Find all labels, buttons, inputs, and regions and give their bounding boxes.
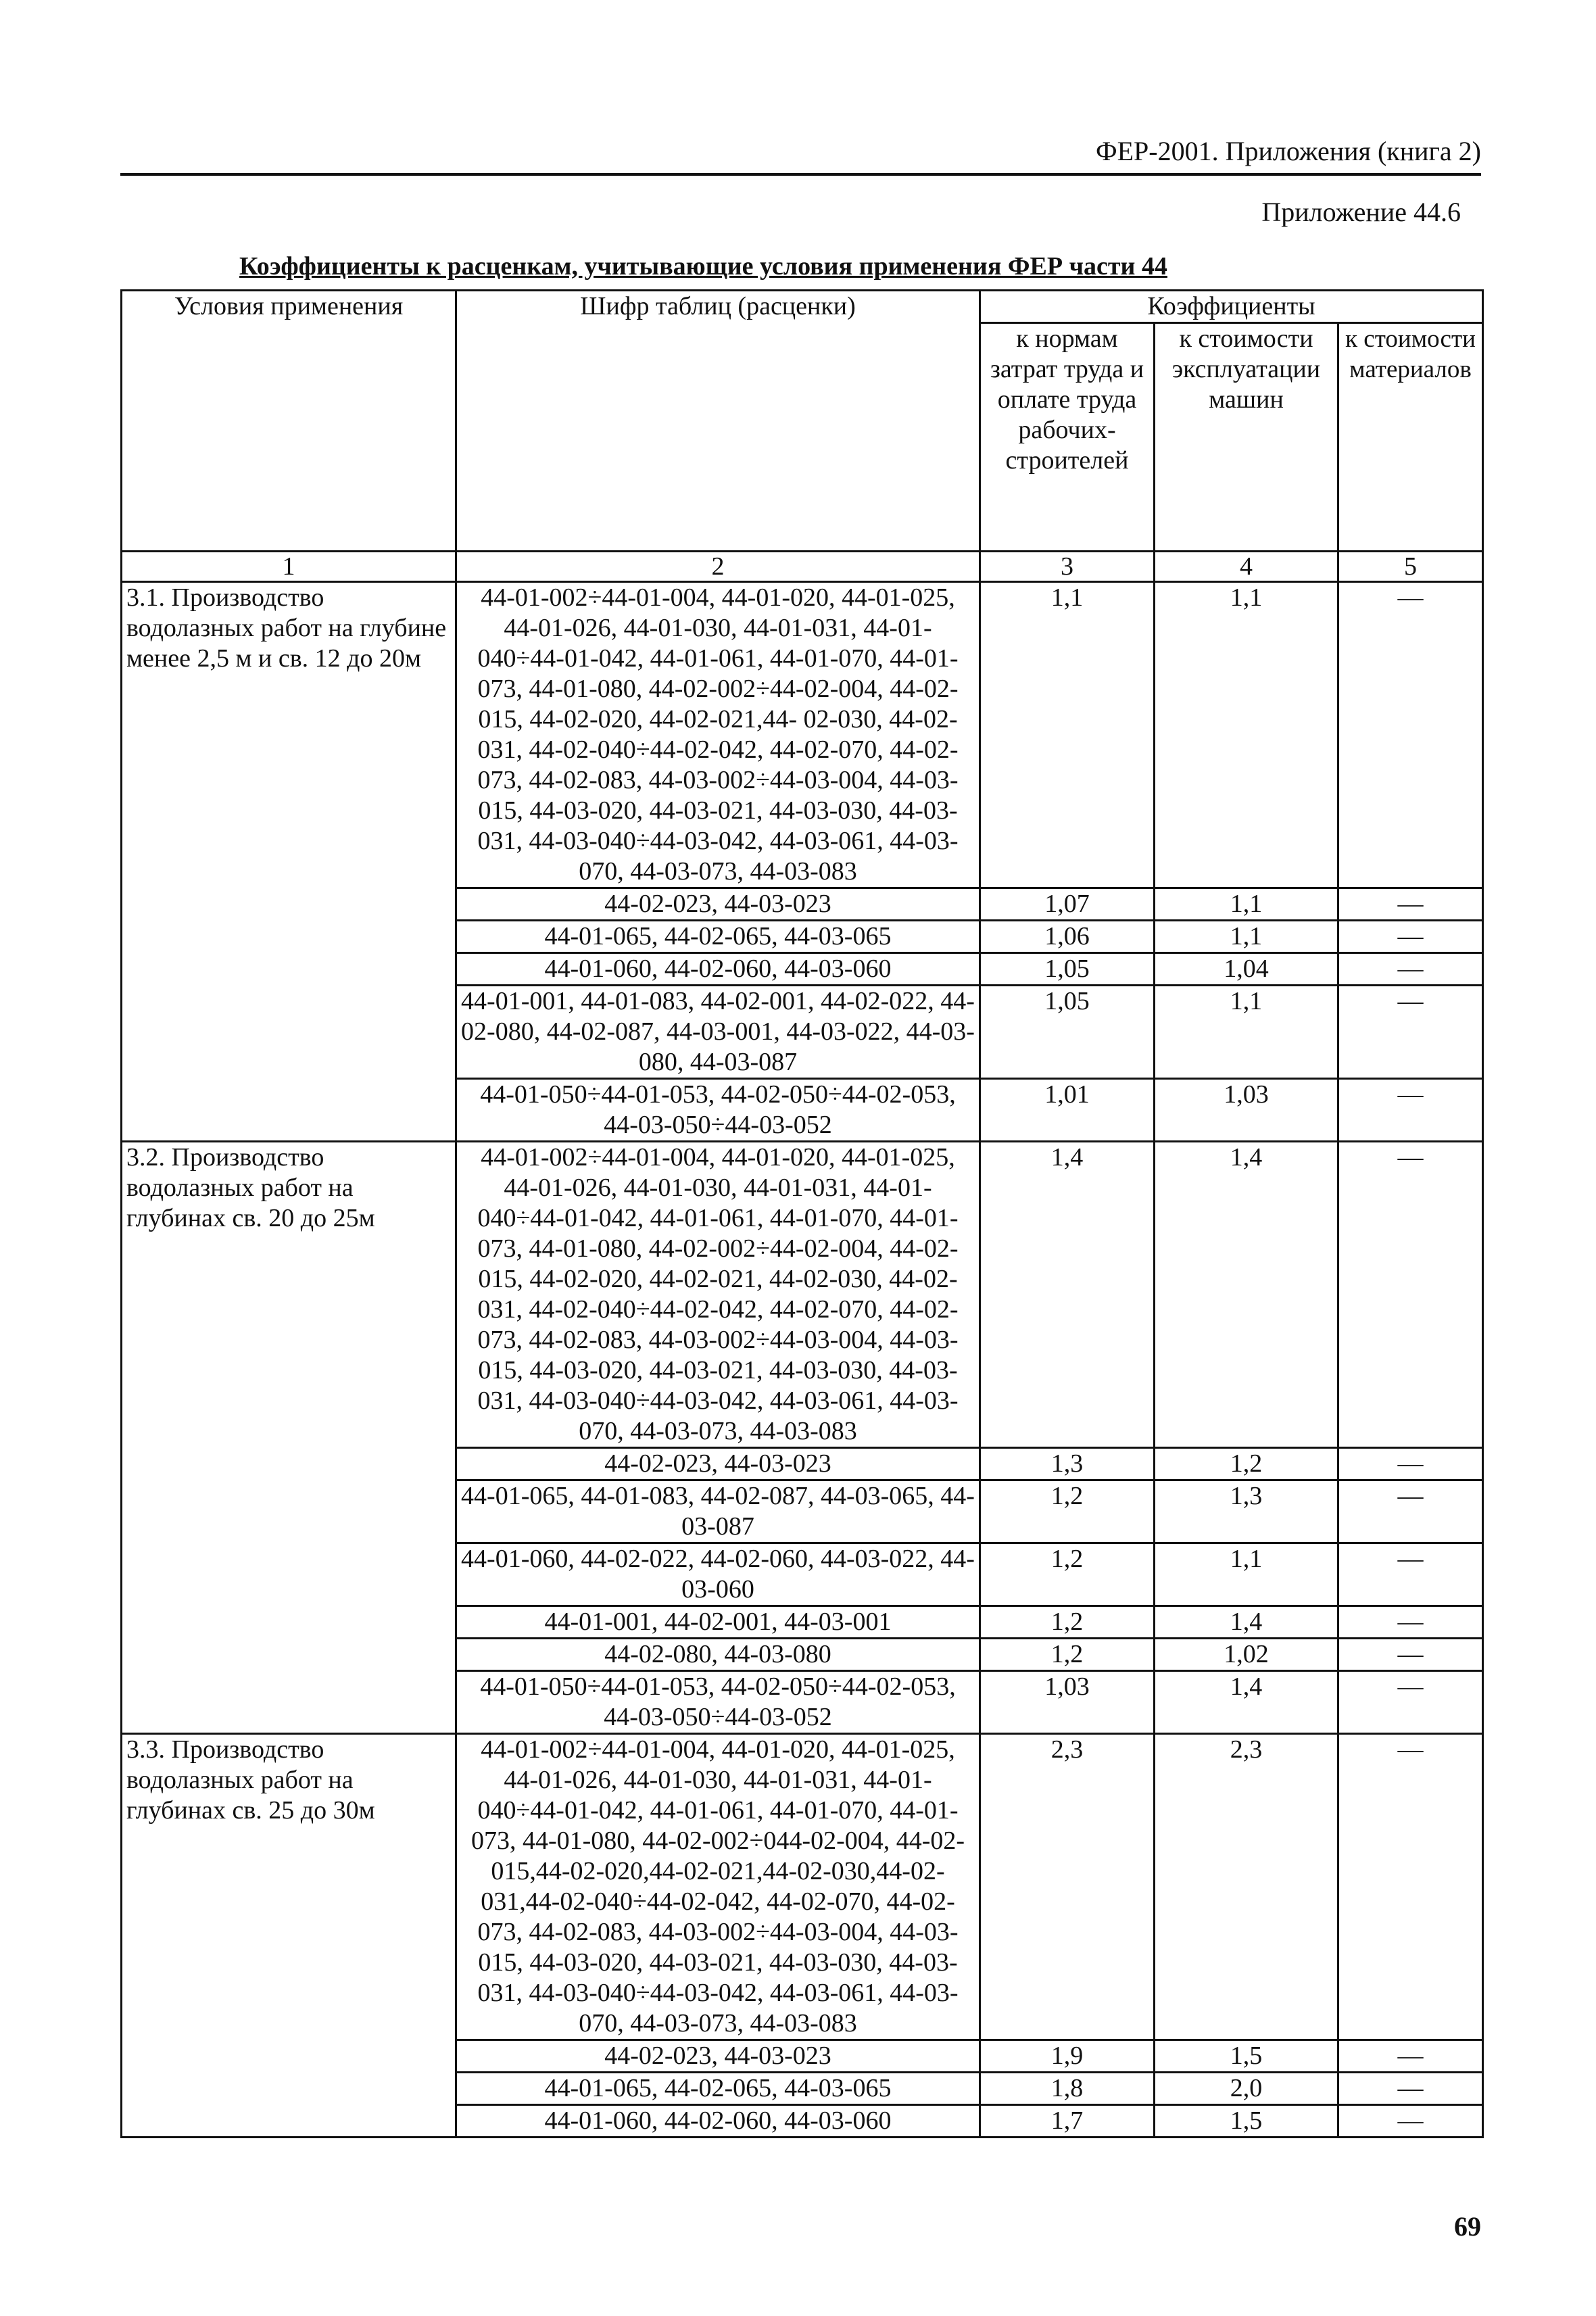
machines-coefficient-cell: 1,1 <box>1155 582 1338 888</box>
labor-coefficient-cell: 1,8 <box>980 2073 1155 2105</box>
column-number: 2 <box>456 552 980 582</box>
codes-cell: 44-01-001, 44-01-083, 44-02-001, 44-02-022, 44-02-080, 44-02-087, 44-03-001, 44-03-022, 44-03-080, 44-03-087 <box>456 986 980 1079</box>
labor-coefficient-cell: 2,3 <box>980 1734 1155 2040</box>
codes-cell: 44-01-060, 44-02-060, 44-03-060 <box>456 953 980 986</box>
materials-coefficient-cell: — <box>1338 1671 1483 1734</box>
materials-coefficient-cell: — <box>1338 2073 1483 2105</box>
labor-coefficient-cell: 1,2 <box>980 1480 1155 1543</box>
codes-cell: 44-01-065, 44-02-065, 44-03-065 <box>456 2073 980 2105</box>
codes-cell: 44-01-002÷44-01-004, 44-01-020, 44-01-025, 44-01-026, 44-01-030, 44-01-031, 44-01-040÷44-01-042, 44-01-061, 44-01-070, 44-01-073, 44-01-080, 44-02-002÷44-02-004, 44-02-015, 44-02-020, 44-02-021, 44-02-030, 44-02-031, 44-02-040÷44-02-042, 44-02-070, 44-02-073, 44-02-083, 44-03-002÷44-03-004, 44-03-015, 44-03-020, 44-03-021, 44-03-030, 44-03-031, 44-03-040÷44-03-042, 44-03-061, 44-03-070, 44-03-073, 44-03-083 <box>456 1142 980 1448</box>
machines-coefficient-cell: 1,4 <box>1155 1671 1338 1734</box>
machines-coefficient-cell: 1,1 <box>1155 986 1338 1079</box>
labor-coefficient-cell: 1,9 <box>980 2040 1155 2073</box>
labor-coefficient-cell: 1,03 <box>980 1671 1155 1734</box>
labor-coefficient-cell: 1,2 <box>980 1606 1155 1639</box>
materials-coefficient-cell: — <box>1338 986 1483 1079</box>
header-labor: к нормам затрат труда и оплате труда рабочих-строителей <box>980 323 1155 552</box>
column-number: 1 <box>122 552 456 582</box>
codes-cell: 44-01-001, 44-02-001, 44-03-001 <box>456 1606 980 1639</box>
codes-cell: 44-02-023, 44-03-023 <box>456 888 980 921</box>
table-row <box>122 1734 1483 2040</box>
table-body <box>122 552 1483 2138</box>
codes-cell: 44-02-080, 44-03-080 <box>456 1639 980 1671</box>
condition-cell: 3.3. Производство водолазных работ на глубинах св. 25 до 30м <box>122 1734 456 2138</box>
codes-cell: 44-01-050÷44-01-053, 44-02-050÷44-02-053, 44-03-050÷44-03-052 <box>456 1671 980 1734</box>
machines-coefficient-cell: 1,5 <box>1155 2105 1338 2138</box>
column-number: 3 <box>980 552 1155 582</box>
materials-coefficient-cell: — <box>1338 1734 1483 2040</box>
header-conditions: Условия применения <box>122 291 456 552</box>
header-rule <box>120 173 1481 176</box>
codes-cell: 44-02-023, 44-03-023 <box>456 2040 980 2073</box>
codes-cell: 44-01-065, 44-01-083, 44-02-087, 44-03-065, 44-03-087 <box>456 1480 980 1543</box>
column-number: 4 <box>1155 552 1338 582</box>
labor-coefficient-cell: 1,05 <box>980 953 1155 986</box>
table-row <box>122 1142 1483 1448</box>
labor-coefficient-cell: 1,7 <box>980 2105 1155 2138</box>
codes-cell: 44-01-050÷44-01-053, 44-02-050÷44-02-053, 44-03-050÷44-03-052 <box>456 1079 980 1142</box>
labor-coefficient-cell: 1,05 <box>980 986 1155 1079</box>
machines-coefficient-cell: 1,1 <box>1155 921 1338 953</box>
codes-cell: 44-02-023, 44-03-023 <box>456 1448 980 1480</box>
machines-coefficient-cell: 1,02 <box>1155 1639 1338 1671</box>
appendix-label: Приложение 44.6 <box>1261 197 1461 227</box>
labor-coefficient-cell: 1,4 <box>980 1142 1155 1448</box>
materials-coefficient-cell: — <box>1338 1079 1483 1142</box>
table-title: Коэффициенты к расценкам, учитывающие условия применения ФЕР части 44 <box>239 252 1167 281</box>
materials-coefficient-cell: — <box>1338 1639 1483 1671</box>
labor-coefficient-cell: 1,3 <box>980 1448 1155 1480</box>
machines-coefficient-cell: 1,4 <box>1155 1606 1338 1639</box>
machines-coefficient-cell: 1,1 <box>1155 888 1338 921</box>
header-machines: к стоимости эксплуатации машин <box>1155 323 1338 552</box>
materials-coefficient-cell: — <box>1338 953 1483 986</box>
codes-cell: 44-01-060, 44-02-022, 44-02-060, 44-03-022, 44-03-060 <box>456 1543 980 1606</box>
machines-coefficient-cell: 1,1 <box>1155 1543 1338 1606</box>
materials-coefficient-cell: — <box>1338 921 1483 953</box>
header-coefficients: Коэффициенты <box>980 291 1483 323</box>
materials-coefficient-cell: — <box>1338 1606 1483 1639</box>
header-materials: к стоимости материалов <box>1338 323 1483 552</box>
codes-cell: 44-01-060, 44-02-060, 44-03-060 <box>456 2105 980 2138</box>
machines-coefficient-cell: 2,3 <box>1155 1734 1338 2040</box>
materials-coefficient-cell: — <box>1338 1142 1483 1448</box>
machines-coefficient-cell: 2,0 <box>1155 2073 1338 2105</box>
codes-cell: 44-01-002÷44-01-004, 44-01-020, 44-01-025, 44-01-026, 44-01-030, 44-01-031, 44-01-040÷44-01-042, 44-01-061, 44-01-070, 44-01-073, 44-01-080, 44-02-002÷044-02-004, 44-02-015,44-02-020,44-02-021,44-02-030,44-02-031,44-02-040÷44-02-042, 44-02-070, 44-02-073, 44-02-083, 44-03-002÷44-03-004, 44-03-015, 44-03-020, 44-03-021, 44-03-030, 44-03-031, 44-03-040÷44-03-042, 44-03-061, 44-03-070, 44-03-073, 44-03-083 <box>456 1734 980 2040</box>
labor-coefficient-cell: 1,2 <box>980 1543 1155 1606</box>
labor-coefficient-cell: 1,01 <box>980 1079 1155 1142</box>
labor-coefficient-cell: 1,1 <box>980 582 1155 888</box>
coefficients-table <box>120 289 1484 2138</box>
labor-coefficient-cell: 1,07 <box>980 888 1155 921</box>
materials-coefficient-cell: — <box>1338 1448 1483 1480</box>
condition-cell: 3.2. Производство водолазных работ на глубинах св. 20 до 25м <box>122 1142 456 1734</box>
machines-coefficient-cell: 1,2 <box>1155 1448 1338 1480</box>
header-codes: Шифр таблиц (расценки) <box>456 291 980 552</box>
table-header <box>122 291 1483 552</box>
machines-coefficient-cell: 1,5 <box>1155 2040 1338 2073</box>
materials-coefficient-cell: — <box>1338 2105 1483 2138</box>
machines-coefficient-cell: 1,03 <box>1155 1079 1338 1142</box>
codes-cell: 44-01-065, 44-02-065, 44-03-065 <box>456 921 980 953</box>
machines-coefficient-cell: 1,4 <box>1155 1142 1338 1448</box>
column-number: 5 <box>1338 552 1483 582</box>
labor-coefficient-cell: 1,2 <box>980 1639 1155 1671</box>
machines-coefficient-cell: 1,3 <box>1155 1480 1338 1543</box>
condition-cell: 3.1. Производство водолазных работ на глубине менее 2,5 м и св. 12 до 20м <box>122 582 456 1142</box>
page-number: 69 <box>1454 2211 1481 2242</box>
materials-coefficient-cell: — <box>1338 888 1483 921</box>
table-row <box>122 582 1483 888</box>
running-header: ФЕР-2001. Приложения (книга 2) <box>1096 136 1481 166</box>
materials-coefficient-cell: — <box>1338 582 1483 888</box>
materials-coefficient-cell: — <box>1338 1480 1483 1543</box>
codes-cell: 44-01-002÷44-01-004, 44-01-020, 44-01-025, 44-01-026, 44-01-030, 44-01-031, 44-01-040÷44-01-042, 44-01-061, 44-01-070, 44-01-073, 44-01-080, 44-02-002÷44-02-004, 44-02-015, 44-02-020, 44-02-021,44- 02-030, 44-02-031, 44-02-040÷44-02-042, 44-02-070, 44-02-073, 44-02-083, 44-03-002÷44-03-004, 44-03-015, 44-03-020, 44-03-021, 44-03-030, 44-03-031, 44-03-040÷44-03-042, 44-03-061, 44-03-070, 44-03-073, 44-03-083 <box>456 582 980 888</box>
materials-coefficient-cell: — <box>1338 2040 1483 2073</box>
column-number-row <box>122 552 1483 582</box>
materials-coefficient-cell: — <box>1338 1543 1483 1606</box>
machines-coefficient-cell: 1,04 <box>1155 953 1338 986</box>
labor-coefficient-cell: 1,06 <box>980 921 1155 953</box>
